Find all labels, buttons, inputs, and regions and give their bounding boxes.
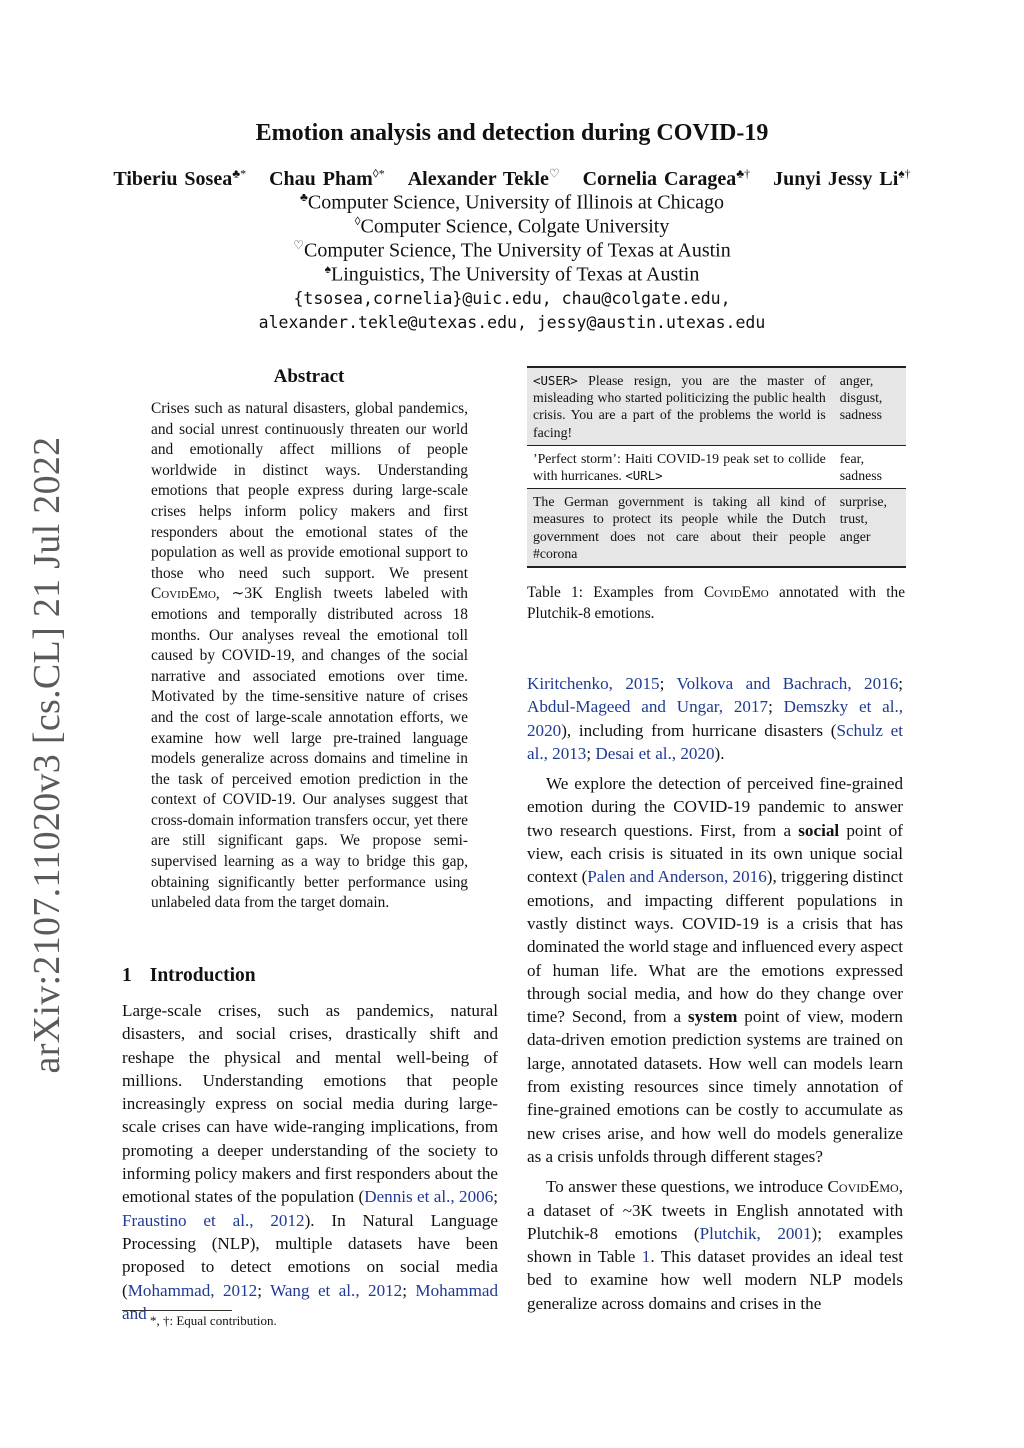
citation-link[interactable]: Wang et al., 2012 xyxy=(270,1280,403,1300)
citation-link[interactable]: Mohammad, 2012 xyxy=(127,1280,258,1300)
table-reference-link[interactable]: 1 xyxy=(641,1247,651,1267)
dataset-name: CovidEmo xyxy=(703,584,769,601)
affiliation: ♣Computer Science, University of Illinois at Chicago xyxy=(300,190,724,214)
right-column-body xyxy=(527,672,903,1322)
arxiv-sidebar-stamp xyxy=(6,436,88,1074)
arxiv-identifier: arXiv:2107.11020v3 [cs.CL] 21 Jul 2022 xyxy=(26,436,68,1074)
author-emails-line2: alexander.tekle@utexas.edu, jessy@austin.utexas.edu xyxy=(258,313,766,332)
citation-link[interactable]: Kiritchenko, 2015 xyxy=(527,674,660,693)
author: Alexander Tekle♡ xyxy=(407,166,560,190)
emotion-cell: surprise, trust, anger xyxy=(832,489,906,567)
citation-link[interactable]: Dennis et al., 2006 xyxy=(364,1187,494,1207)
paper-title: Emotion analysis and detection during COVID-19 xyxy=(255,120,769,146)
paragraph: We explore the detection of perceived fine-grained emotion during the COVID-19 pandemic to answer two research questions. First, from a social point of view, each crisis is situated in its own unique social context (Palen and Anderson, 2016), triggering distinct emotions, and impacting different populations in vastly distinct ways. COVID-19 is a crisis that has dominated the world stage and influenced every aspect of human life. What are the emotions expressed through social media, and how do they change over time? Second, from a system point of view, modern data-driven emotion prediction systems are trained on large, annotated datasets. How well can models learn from existing resources since timely annotation of fine-grained emotions can be costly to accumulate as new crises arise, and how well do models generalize as a crisis unfolds through different stages? xyxy=(527,774,903,1166)
author: Tiberiu Sosea♣* xyxy=(113,166,247,190)
citation-link[interactable]: Demszky et al., 2020 xyxy=(527,697,904,740)
author: Cornelia Caragea♣† xyxy=(582,166,751,190)
affiliation: ♡Computer Science, The University of Texas at Austin xyxy=(293,238,731,262)
citation-link[interactable]: Abdul-Mageed and Ungar, 2017 xyxy=(527,697,769,717)
emphasis-system: system xyxy=(688,1007,738,1027)
citation-link[interactable]: Mohammad and xyxy=(122,1280,499,1323)
introduction-paragraph: Large-scale crises, such as pandemics, natural disasters, and social crises, drastically shift and reshape the physical and mental well-being of millions. Understanding emotions that people increasingly express on social media during large-scale crises can have wide-ranging implications, from promoting a deeper understanding of the society to informing policy makers and first responders about the emotional states of the population (Dennis et al., 2006; Fraustino et al., 2012). In Natural Language Processing (NLP), multiple datasets have been proposed to detect emotions on social media (Mohammad, 2012; Wang et al., 2012; Mohammad and xyxy=(122,1001,499,1323)
abstract-heading: Abstract xyxy=(273,366,345,387)
dataset-name: CovidEmo xyxy=(151,585,216,603)
section-heading-introduction: 1 Introduction xyxy=(122,965,256,986)
author: Chau Pham◊* xyxy=(269,166,385,190)
author-marks: ◊* xyxy=(372,166,385,180)
citation-link[interactable]: Fraustino et al., 2012 xyxy=(122,1210,305,1230)
table-row xyxy=(527,445,906,488)
footnote-divider xyxy=(122,1310,232,1311)
url-token: <URL> xyxy=(625,468,663,484)
author-marks: ♣* xyxy=(232,166,247,180)
footnote: *, †: Equal contribution. xyxy=(150,1313,277,1328)
user-token: <USER> xyxy=(533,373,578,388)
affiliation: ◊Computer Science, Colgate University xyxy=(354,214,670,238)
affiliation: ♠Linguistics, The University of Texas at Austin xyxy=(324,262,700,286)
citation-link[interactable]: Volkova and Bachrach, 2016 xyxy=(676,674,899,693)
emotion-cell: fear, sadness xyxy=(832,445,906,488)
author: Junyi Jessy Li♠† xyxy=(773,166,911,190)
paragraph: To answer these questions, we introduce CovidEmo, a dataset of ~3K tweets in English annotated with Plutchik-8 emotions (Plutchik, 2001); examples shown in Table 1. This dataset provides an ideal test bed to examine how well modern NLP models generalize across domains and crises in the xyxy=(527,1177,903,1313)
citation-link[interactable]: Palen and Anderson, 2016 xyxy=(587,867,767,887)
dataset-name: CovidEmo xyxy=(827,1177,899,1197)
author-emails-line1: {tsosea,cornelia}@uic.edu, chau@colgate.edu, xyxy=(293,289,731,308)
author-marks: ♠† xyxy=(898,166,911,180)
table-row xyxy=(527,367,906,445)
tweet-cell: ’Perfect storm’: Haiti COVID-19 peak set to collide with hurricanes. <URL> xyxy=(527,445,832,488)
citation-link[interactable]: Schulz et al., 2013 xyxy=(527,720,903,763)
tweet-cell: <USER> Please resign, you are the master of misleading who started politicizing the public health crisis. You are a part of the problems the world is facing! xyxy=(527,367,832,445)
emphasis-social: social xyxy=(798,820,840,840)
examples-table xyxy=(527,366,906,568)
emotion-cell: anger, disgust, sadness xyxy=(832,367,906,445)
citation-link[interactable]: Desai et al., 2020 xyxy=(595,743,715,763)
tweet-cell: The German government is taking all kind of measures to protect its people while the Dutch government does not care about their people #corona xyxy=(527,489,832,567)
citation-link[interactable]: Plutchik, 2001 xyxy=(699,1223,812,1243)
author-marks: ♣† xyxy=(736,166,751,180)
table-row xyxy=(527,489,906,567)
abstract-body: Crises such as natural disasters, global pandemics, and social unrest continuously threaten our world and emotionally affect millions of people worldwide in distinct ways. Understanding emotions that people express during large-scale crises helps inform policy makers and first responders about the emotional states of the population as well as provide emotional support to those who need such support. We present CovidEmo, ∼3K English tweets labeled with emotions and temporally distributed across 18 months. Our analyses reveal the emotional toll caused by COVID-19, and changes of the social narrative and associated emotions over time. Motivated by the time-sensitive nature of crises and the cost of large-scale annotation efforts, we examine how well large pre-trained language models generalize across domains and timeline in the task of perceived emotion prediction in the context of COVID-19. Our analyses suggest that cross-domain information transfers occur, yet there are still significant gaps. We propose semi-supervised learning as a way to bridge this gap, obtaining significantly better performance using unlabeled data from the target domain. xyxy=(151,400,468,912)
author-list xyxy=(0,166,1024,191)
paragraph: Kiritchenko, 2015; Volkova and Bachrach, 2016; Abdul-Mageed and Ungar, 2017; Demszky et al., 2020), including from hurricane disasters (Schulz et al., 2013; Desai et al., 2020). xyxy=(527,674,904,763)
table-caption: Table 1: Examples from CovidEmo annotated with the Plutchik-8 emotions. xyxy=(527,584,905,622)
author-marks: ♡ xyxy=(548,166,560,180)
